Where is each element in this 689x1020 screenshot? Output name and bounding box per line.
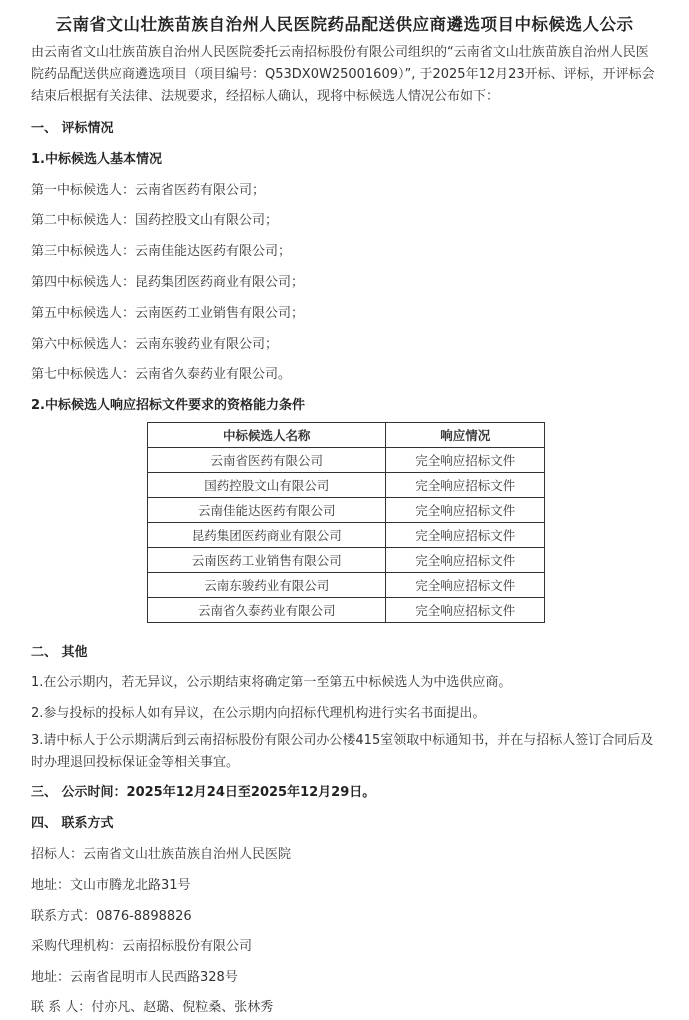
table-cell-response: 完全响应招标文件 — [386, 598, 545, 623]
table-cell-name: 云南佳能达医药有限公司 — [148, 498, 386, 523]
table-row — [148, 498, 545, 523]
table-cell-response: 完全响应招标文件 — [386, 473, 545, 498]
table-cell-name: 国药控股文山有限公司 — [148, 473, 386, 498]
qualification-heading: 2.中标候选人响应招标文件要求的资格能力条件 — [31, 398, 305, 413]
table-row — [148, 573, 545, 598]
other-item-2: 2.参与投标的投标人如有异议，在公示期内向招标代理机构进行实名书面提出。 — [31, 706, 486, 721]
table-header-response: 响应情况 — [386, 423, 545, 448]
table-cell-response: 完全响应招标文件 — [386, 498, 545, 523]
table-cell-response: 完全响应招标文件 — [386, 573, 545, 598]
section-evaluation-heading: 一、 评标情况 — [31, 121, 114, 136]
candidates-basic-info-heading: 1.中标候选人基本情况 — [31, 152, 162, 167]
contact-tenderer: 招标人：云南省文山壮族苗族自治州人民医院 — [31, 847, 292, 862]
candidate-line-4: 第四中标候选人：昆药集团医药商业有限公司； — [31, 275, 305, 290]
section-contact-heading: 四、 联系方式 — [31, 816, 114, 831]
table-row — [148, 598, 545, 623]
section-other-heading: 二、 其他 — [31, 645, 88, 660]
table-header-row — [148, 423, 545, 448]
table-cell-name: 云南东骏药业有限公司 — [148, 573, 386, 598]
announcement-period — [31, 781, 375, 800]
contact-agency: 采购代理机构：云南招标股份有限公司 — [31, 939, 253, 954]
candidate-line-3: 第三中标候选人：云南佳能达医药有限公司； — [31, 244, 292, 259]
table-header-name: 中标候选人名称 — [148, 423, 386, 448]
other-item-3: 3.请中标人于公示期满后到云南招标股份有限公司办公楼415室领取中标通知书，并在与招标人签订合同后及时办理退回投标保证金等相关事宜。 — [31, 733, 654, 770]
table-cell-response: 完全响应招标文件 — [386, 523, 545, 548]
table-cell-response: 完全响应招标文件 — [386, 548, 545, 573]
candidate-line-5: 第五中标候选人：云南医药工业销售有限公司； — [31, 306, 305, 321]
contact-agency-address: 地址：云南省昆明市人民西路328号 — [31, 970, 238, 985]
table-cell-name: 云南省医药有限公司 — [148, 448, 386, 473]
table-cell-response: 完全响应招标文件 — [386, 448, 545, 473]
other-item-1: 1.在公示期内，若无异议，公示期结束将确定第一至第五中标候选人为中选供应商。 — [31, 675, 512, 690]
contact-tenderer-address: 地址：文山市腾龙北路31号 — [31, 878, 191, 893]
table-row — [148, 448, 545, 473]
qualification-table — [147, 422, 545, 623]
candidate-line-6: 第六中标候选人：云南东骏药业有限公司； — [31, 337, 279, 352]
contact-persons: 联 系 人：付亦凡、赵璐、倪粒桑、张林秀 — [31, 1000, 274, 1015]
table-row — [148, 473, 545, 498]
announcement-period-value: 2025年12月24日至2025年12月29日。 — [126, 785, 376, 800]
announcement-period-label: 三、 公示时间： — [31, 785, 127, 800]
table-row — [148, 523, 545, 548]
intro-paragraph: 由云南省文山壮族苗族自治州人民医院委托云南招标股份有限公司组织的“云南省文山壮族苗族自治州人民医院药品配送供应商遴选项目（项目编号：Q53DX0W25001609）”, 于2025年12月23开标、评标，开评标会结束后根据有关法律、法规要求，经招标人确认，现将中标候选人情况公布如下： — [31, 45, 655, 104]
page-title: 云南省文山壮族苗族自治州人民医院药品配送供应商遴选项目中标候选人公示 — [55, 15, 634, 34]
candidate-line-1: 第一中标候选人：云南省医药有限公司； — [31, 183, 266, 198]
table-cell-name: 昆药集团医药商业有限公司 — [148, 523, 386, 548]
table-cell-name: 云南省久泰药业有限公司 — [148, 598, 386, 623]
candidate-line-2: 第二中标候选人：国药控股文山有限公司； — [31, 213, 279, 228]
table-cell-name: 云南医药工业销售有限公司 — [148, 548, 386, 573]
candidate-line-7: 第七中标候选人：云南省久泰药业有限公司。 — [31, 367, 292, 382]
contact-phone: 联系方式：0876-8898826 — [31, 909, 192, 924]
table-row — [148, 548, 545, 573]
